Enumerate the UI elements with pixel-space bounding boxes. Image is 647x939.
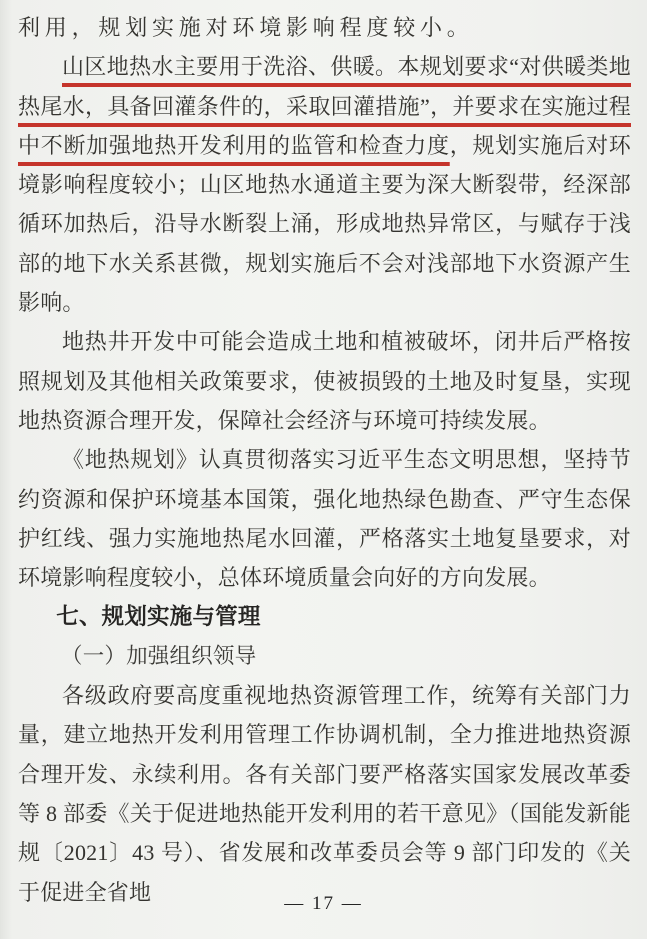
text-segment: 七、规划实施与管理 bbox=[56, 604, 261, 630]
page-number: — 17 — bbox=[284, 893, 363, 914]
paragraph bbox=[18, 47, 631, 322]
text-segment: 《地热规划》认真贯彻落实习近平生态文明思想，坚持节约资源和保护环境基本国策，强化地热绿色勘查、严守生态保护红线、强力实施地热尾水回灌，严格落实土地复垦要求，对环境影响程度较小，总体环境质量会向好的方向发展。 bbox=[18, 447, 631, 591]
paragraph bbox=[18, 8, 631, 47]
section-heading bbox=[18, 637, 631, 676]
text-segment: 地热井开发中可能会造成土地和植被破坏，闭井后严格按照规划及其他相关政策要求，使被损毁的土地及时复垦，实现地热资源合理开发，保障社会经济与环境可持续发展。 bbox=[18, 329, 631, 433]
text-segment: 各级政府要高度重视地热资源管理工作，统筹有关部门力量，建立地热开发利用管理工作协调机制，全力推进地热资源合理开发、永续利用。各有关部门要严格落实国家发展改革委等 8 部委《关于促进地热能开发利用的若干意见》（国能发新能规〔2021〕43 号）、省发展和改革委员会等 9 部门印发的《关于促进全省地 bbox=[18, 683, 631, 905]
page-footer bbox=[0, 893, 647, 915]
document-body bbox=[18, 8, 631, 912]
red-underlined-text: 山区地热水主要用于洗浴、供暖。本规划要求“对供暖类地热尾水，具备回灌条件的，采取回灌措施”，并要求在实施过程中不断加强地热开发利用的监管和检查力度 bbox=[18, 54, 631, 158]
text-segment: （一）加强组织领导 bbox=[61, 643, 257, 668]
paragraph bbox=[18, 440, 631, 597]
paragraph bbox=[18, 676, 631, 912]
paragraph bbox=[18, 322, 631, 440]
section-heading bbox=[18, 597, 631, 636]
text-segment: 利用，规划实施对环境影响程度较小。 bbox=[18, 15, 474, 40]
text-segment: ，规划实施后对环境影响程度较小；山区地热水通道主要为深大断裂带，经深部循环加热后，沿导水断裂上涌，形成地热异常区，与赋存于浅部的地下水关系甚微，规划实施后不会对浅部地下水资源产生影响。 bbox=[18, 132, 631, 316]
